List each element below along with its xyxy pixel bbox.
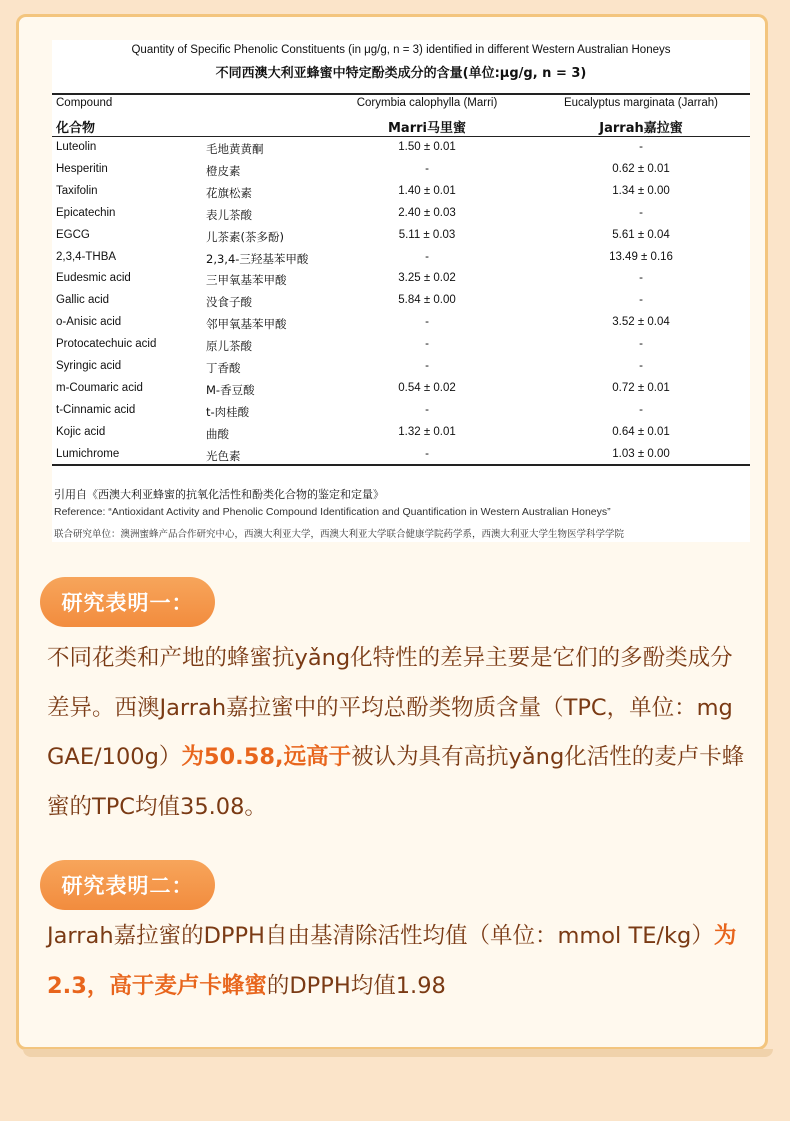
table-row — [52, 138, 750, 160]
compound-name-en: Kojic acid — [56, 425, 106, 438]
table-row — [52, 226, 750, 248]
compound-name-cn: 曲酸 — [206, 426, 229, 441]
compound-name-en: Luteolin — [56, 141, 97, 153]
jarrah-value: 3.52 ± 0.04 — [612, 316, 670, 329]
compound-name-cn: 光色素 — [206, 448, 241, 463]
table-row — [52, 379, 750, 401]
marri-value: - — [425, 316, 429, 329]
jarrah-value: - — [639, 294, 643, 307]
jarrah-value: - — [639, 338, 643, 351]
marri-value: 5.11 ± 0.03 — [398, 228, 456, 241]
table-row — [52, 248, 750, 270]
compound-name-en: m-Coumaric acid — [56, 381, 143, 394]
jarrah-value: - — [639, 360, 643, 372]
marri-value: - — [425, 447, 429, 460]
jarrah-value: 13.49 ± 0.16 — [609, 250, 673, 263]
table-row — [52, 423, 750, 445]
reference-org: 联合研究单位：澳洲蜜蜂产品合作研究中心，西澳大利亚大学，西澳大利亚大学联合健康学院药学系，西澳大利亚大学生物医学科学学院 — [54, 529, 625, 540]
compound-name-cn: 原儿茶酸 — [206, 339, 252, 354]
header-compound-cn: 化合物 — [56, 121, 96, 136]
finding1-text — [47, 634, 747, 832]
header-marri-en: Corymbia calophylla (Marri) — [356, 97, 498, 109]
reference-cn: 引用自《西澳大利亚蜂蜜的抗氧化活性和酚类化合物的鉴定和定量》 — [54, 488, 384, 501]
table-row — [52, 204, 750, 226]
compound-name-cn: 三甲氧基苯甲酸 — [206, 273, 287, 288]
table-row — [52, 335, 750, 357]
marri-value: 1.40 ± 0.01 — [398, 184, 456, 197]
jarrah-value: 0.62 ± 0.01 — [612, 162, 670, 175]
table-title-en: Quantity of Specific Phenolic Constituents (in μg/g, n = 3) identified in different Western Australian Honeys — [131, 44, 671, 56]
jarrah-value: 0.72 ± 0.01 — [612, 381, 670, 394]
compound-name-cn: 花旗松素 — [206, 185, 252, 200]
compound-name-cn: 邻甲氧基苯甲酸 — [206, 317, 287, 332]
compound-name-cn: 丁香酸 — [206, 361, 241, 375]
table-row — [52, 313, 750, 335]
compound-name-en: Eudesmic acid — [56, 272, 131, 285]
table-row — [52, 182, 750, 204]
marri-value: - — [425, 338, 429, 351]
finding1-highlight: 为50.58,远高于 — [181, 744, 352, 770]
table-row — [52, 357, 750, 379]
compound-name-en: Lumichrome — [56, 447, 120, 460]
compound-name-en: Syringic acid — [56, 360, 122, 372]
marri-value: 1.32 ± 0.01 — [398, 425, 456, 438]
table-row — [52, 401, 750, 423]
marri-value: 0.54 ± 0.02 — [398, 381, 456, 394]
compound-name-cn: M-香豆酸 — [206, 382, 255, 397]
table-title-cn: 不同西澳大利亚蜂蜜中特定酚类成分的含量(单位:μg/g, n = 3) — [215, 66, 587, 81]
finding1-label: 研究表明一： — [40, 577, 215, 627]
compound-name-en: Epicatechin — [56, 206, 116, 219]
marri-value: - — [425, 162, 429, 175]
table-row — [52, 269, 750, 291]
compound-name-en: o-Anisic acid — [56, 316, 122, 329]
marri-value: - — [425, 403, 429, 416]
compound-name-en: EGCG — [56, 228, 90, 241]
table-top-rule — [52, 93, 750, 95]
header-jarrah-en: Eucalyptus marginata (Jarrah) — [563, 97, 719, 109]
finding2-text-before: Jarrah嘉拉蜜的DPPH自由基清除活性均值（单位：mmol TE/kg） — [47, 923, 714, 949]
jarrah-value: - — [639, 206, 643, 219]
compound-name-cn: 没食子酸 — [206, 295, 252, 310]
marri-value: 2.40 ± 0.03 — [398, 206, 456, 219]
marri-value: - — [425, 250, 429, 263]
marri-value: 3.25 ± 0.02 — [398, 272, 456, 285]
compound-name-en: Gallic acid — [56, 294, 110, 307]
compound-name-cn: 毛地黄黄酮 — [206, 142, 264, 156]
header-compound-en: Compound — [56, 97, 113, 109]
table-row — [52, 160, 750, 182]
marri-value: - — [425, 360, 429, 372]
finding2-text-after: 的DPPH均值1.98 — [266, 972, 446, 999]
compound-name-cn: 2,3,4-三羟基苯甲酸 — [206, 251, 309, 266]
jarrah-value: - — [639, 272, 643, 285]
reference-en: Reference: “Antioxidant Activity and Phenolic Compound Identification and Quantification in Western Australian Honeys” — [54, 506, 611, 518]
finding2-highlight: 为2.3，高于麦卢卡蜂蜜 — [47, 923, 737, 999]
compound-name-cn: t-肉桂酸 — [206, 404, 250, 419]
jarrah-value: 5.61 ± 0.04 — [612, 228, 670, 241]
finding2-label: 研究表明二： — [40, 860, 215, 910]
jarrah-value: 1.03 ± 0.00 — [612, 447, 670, 460]
jarrah-value: - — [639, 141, 643, 153]
compound-name-cn: 儿茶素(茶多酚) — [206, 229, 284, 244]
header-jarrah-cn: Jarrah嘉拉蜜 — [599, 121, 683, 136]
compound-name-en: Protocatechuic acid — [56, 338, 157, 351]
compound-name-en: Hesperitin — [56, 162, 108, 175]
table-row — [52, 291, 750, 313]
jarrah-value: 0.64 ± 0.01 — [612, 425, 670, 438]
jarrah-value: - — [639, 403, 643, 416]
compound-name-en: Taxifolin — [56, 184, 98, 197]
marri-value: 5.84 ± 0.00 — [398, 294, 456, 307]
compound-name-en: t-Cinnamic acid — [56, 403, 136, 416]
jarrah-value: 1.34 ± 0.00 — [612, 184, 670, 197]
table-header-rule — [52, 136, 750, 137]
finding1-text-before: 不同花类和产地的蜂蜜抗yǎng化特性的差异主要是它们的多酚类成分差异。西澳Jarrah嘉拉蜜中的平均总酚类物质含量（TPC，单位：mg GAE/100g） — [47, 645, 733, 770]
compound-name-cn: 橙皮素 — [206, 163, 241, 178]
finding2-text — [47, 912, 747, 1011]
table-bottom-rule — [52, 464, 750, 466]
header-marri-cn: Marri马里蜜 — [388, 121, 466, 136]
compound-name-en: 2,3,4-THBA — [56, 250, 117, 263]
finding1-text-after: 被认为具有高抗yǎng化活性的麦卢卡蜂蜜的TPC均值35.08。 — [47, 744, 745, 820]
marri-value: 1.50 ± 0.01 — [398, 141, 456, 153]
compound-name-cn: 表儿茶酸 — [206, 207, 252, 222]
phenolic-table — [52, 40, 750, 542]
